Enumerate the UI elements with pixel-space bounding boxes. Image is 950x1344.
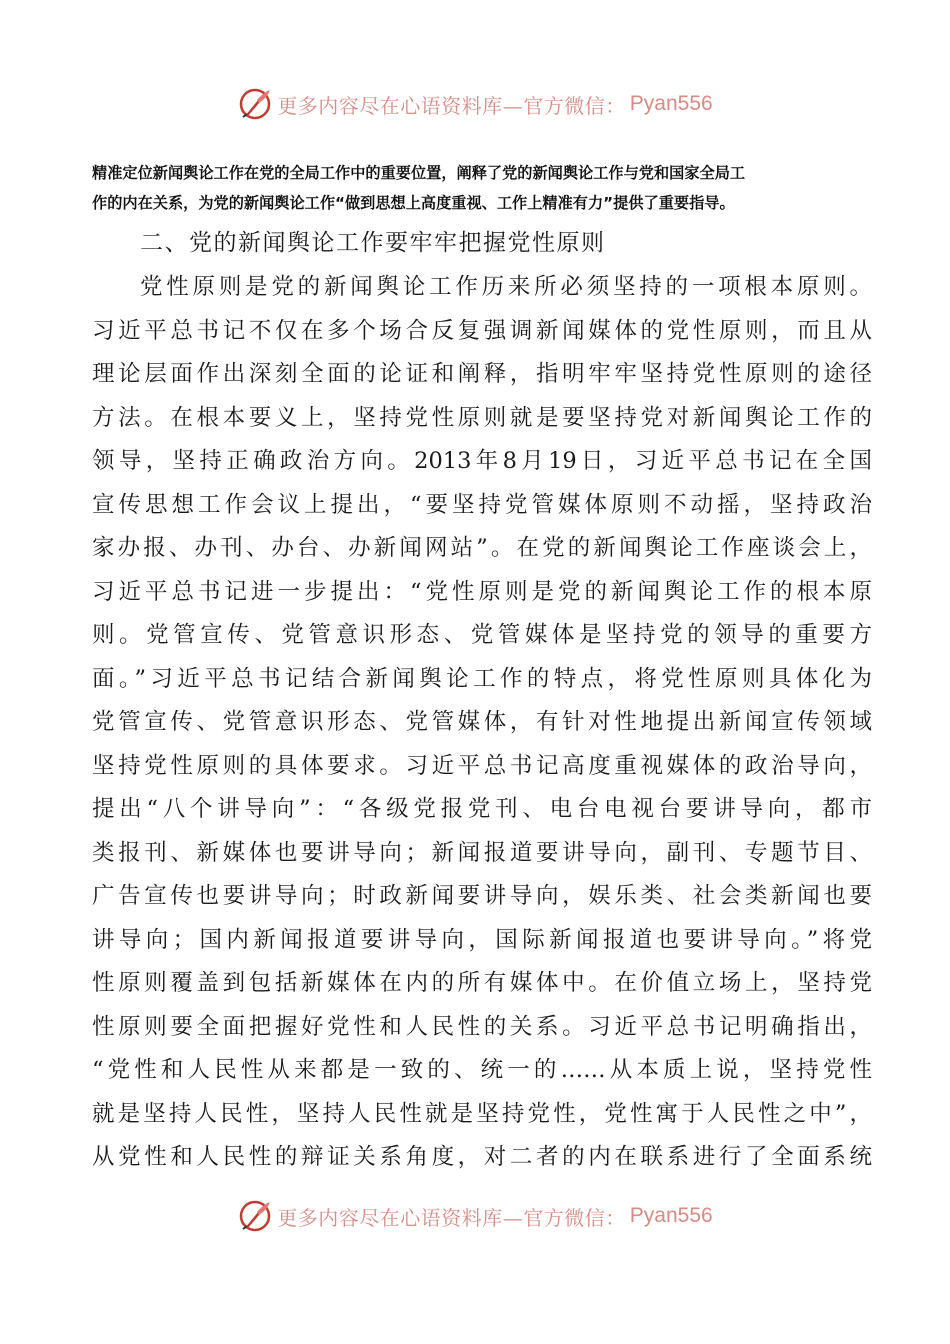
body-line: 理论层面作出深刻全面的论证和阐释，指明牢牢坚持党性原则的途径 (92, 361, 872, 387)
body-line: 方法。在根本要义上，坚持党性原则就是要坚持党对新闻舆论工作的 (92, 404, 872, 431)
quill-pen-logo-icon (237, 86, 273, 122)
intro-paragraph (92, 158, 882, 218)
body-line: 宣传思想工作会议上提出，“要坚持党管媒体原则不动摇，坚持政治 (92, 491, 872, 518)
footer-banner (0, 1196, 950, 1236)
body-line: 性原则要全面把握好党性和人民性的关系。习近平总书记明确指出， (92, 1013, 872, 1040)
body-line: 广告宣传也要讲导向；时政新闻要讲导向，娱乐类、社会类新闻也要 (92, 883, 872, 909)
body-line: 家办报、办刊、办台、办新闻网站”。在党的新闻舆论工作座谈会上， (92, 535, 872, 561)
banner-text: 更多内容尽在心语资料库—官方微信： (277, 93, 626, 118)
body-line: 习近平总书记进一步提出：“党性原则是党的新闻舆论工作的根本原 (92, 578, 872, 605)
body-line: 就是坚持人民性，坚持人民性就是坚持党性，党性寓于人民性之中”， (92, 1100, 872, 1127)
body-line: 领导，坚持正确政治方向。2013年8月19日，习近平总书记在全国 (92, 448, 872, 474)
wechat-id: Pyan556 (629, 1204, 713, 1227)
banner-text: 更多内容尽在心语资料库—官方微信： (277, 1205, 626, 1230)
body-line: 党性原则是党的新闻舆论工作历来所必须坚持的一项根本原则。 (140, 274, 872, 300)
section-heading: 二、党的新闻舆论工作要牢牢把握党性原则 (140, 230, 606, 256)
header-banner (0, 84, 950, 124)
body-line: “党性和人民性从来都是一致的、统一的……从本质上说，坚持党性 (92, 1057, 872, 1083)
body-line: 讲导向；国内新闻报道要讲导向，国际新闻报道也要讲导向。”将党 (92, 926, 872, 953)
wechat-id: Pyan556 (629, 92, 713, 115)
body-line: 性原则覆盖到包括新媒体在内的所有媒体中。在价值立场上，坚持党 (92, 970, 872, 996)
body-paragraph (92, 266, 872, 1180)
intro-line: 作的内在关系，为党的新闻舆论工作“做到思想上高度重视、工作上精准有力”提供了重要指导。 (92, 194, 735, 212)
body-line: 党管宣传、党管意识形态、党管媒体，有针对性地提出新闻宣传领域 (92, 709, 872, 735)
body-line: 习近平总书记不仅在多个场合反复强调新闻媒体的党性原则，而且从 (92, 317, 872, 344)
intro-line: 精准定位新闻舆论工作在党的全局工作中的重要位置，阐释了党的新闻舆论工作与党和国家全局工 (92, 164, 746, 182)
body-line: 提出“八个讲导向”：“各级党报党刊、电台电视台要讲导向，都市 (92, 796, 872, 822)
body-line: 则。党管宣传、党管意识形态、党管媒体是坚持党的领导的重要方 (92, 622, 872, 648)
body-line: 坚持党性原则的具体要求。习近平总书记高度重视媒体的政治导向， (92, 752, 872, 779)
body-line: 面。”习近平总书记结合新闻舆论工作的特点，将党性原则具体化为 (92, 665, 872, 692)
body-line: 类报刊、新媒体也要讲导向；新闻报道要讲导向，副刊、专题节目、 (92, 839, 872, 866)
body-line: 从党性和人民性的辩证关系角度，对二者的内在联系进行了全面系统 (92, 1144, 872, 1170)
quill-pen-logo-icon (237, 1198, 273, 1234)
